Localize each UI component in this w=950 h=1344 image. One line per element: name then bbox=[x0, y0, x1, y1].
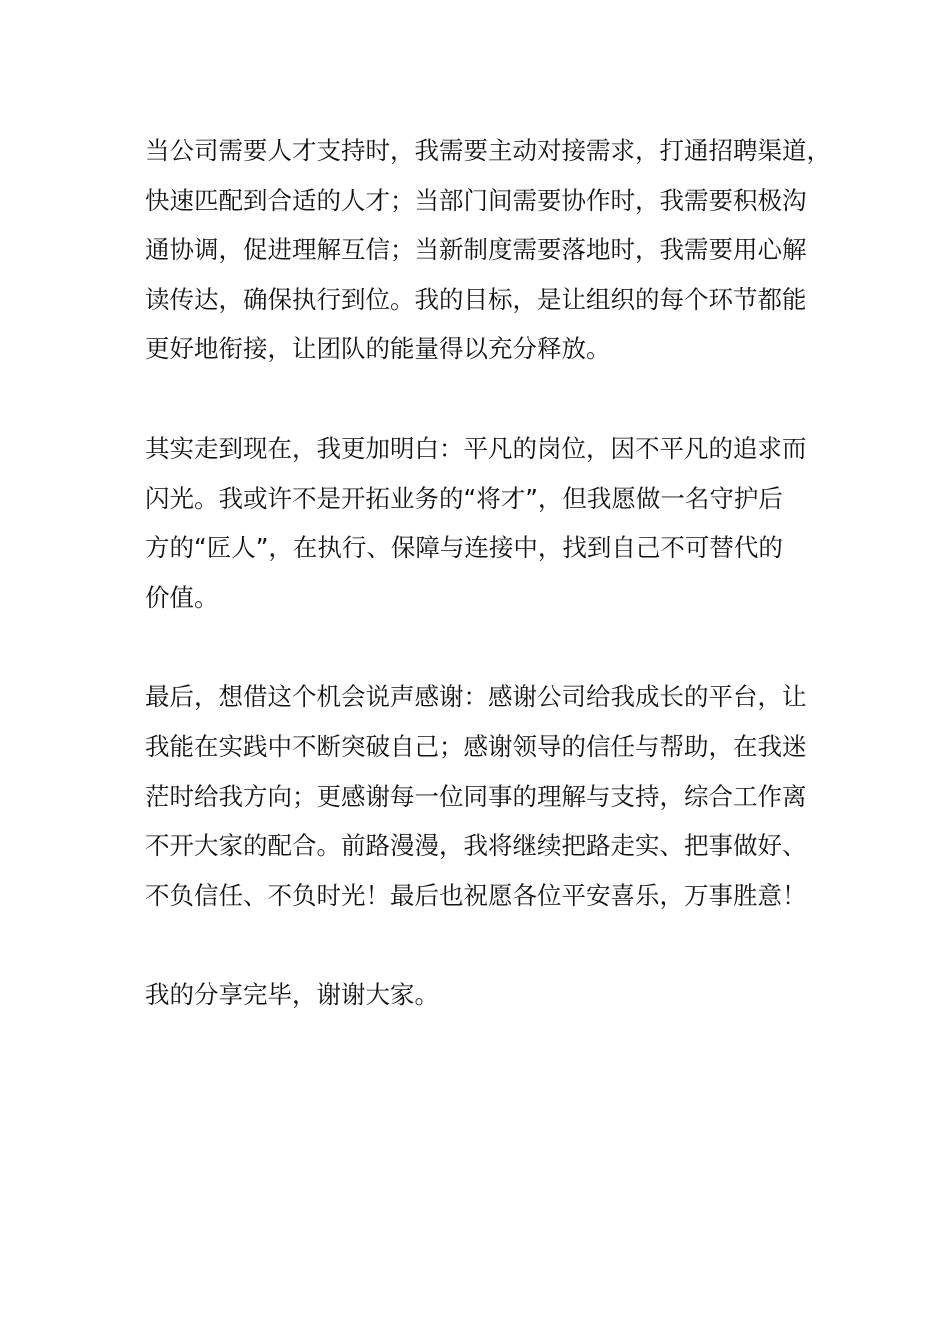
text-line: 不开大家的配合。前路漫漫，我将继续把路走实、把事做好、 bbox=[145, 831, 807, 861]
paragraph-recruitment bbox=[145, 126, 831, 374]
text-line: 当公司需要人才支持时，我需要主动对接需求，打通招聘渠道， bbox=[145, 136, 831, 165]
paragraph-gap bbox=[145, 374, 825, 424]
text-line: 快速匹配到合适的人才；当部门间需要协作时，我需要积极沟 bbox=[145, 185, 807, 215]
text-line: 通协调，促进理解互信；当新制度需要落地时，我需要用心解 bbox=[145, 235, 807, 265]
paragraph-gap bbox=[145, 920, 825, 970]
text-line: 闪光。我或许不是开拓业务的“将才”，但我愿做一名守护后 bbox=[145, 483, 783, 513]
paragraph-closing bbox=[145, 970, 825, 1020]
paragraph-thanks bbox=[145, 672, 825, 920]
text-line: 更好地衔接，让团队的能量得以充分释放。 bbox=[145, 334, 611, 364]
text-line: 最后，想借这个机会说声感谢：感谢公司给我成长的平台，让 bbox=[145, 682, 807, 712]
paragraph-reflection bbox=[145, 424, 825, 622]
text-line: 茫时给我方向；更感谢每一位同事的理解与支持，综合工作离 bbox=[145, 781, 807, 811]
paragraph-gap bbox=[145, 622, 825, 672]
text-line: 价值。 bbox=[145, 582, 219, 612]
text-line: 读传达，确保执行到位。我的目标，是让组织的每个环节都能 bbox=[145, 284, 807, 314]
text-line: 其实走到现在，我更加明白：平凡的岗位，因不平凡的追求而 bbox=[145, 433, 807, 463]
text-line: 我的分享完毕，谢谢大家。 bbox=[145, 980, 439, 1010]
text-line: 我能在实践中不断突破自己；感谢领导的信任与帮助，在我迷 bbox=[145, 731, 807, 761]
text-line: 不负信任、不负时光！最后也祝愿各位平安喜乐，万事胜意！ bbox=[145, 880, 807, 910]
text-line: 方的“匠人”，在执行、保障与连接中，找到自己不可替代的 bbox=[145, 533, 783, 563]
document-body bbox=[145, 126, 831, 1020]
